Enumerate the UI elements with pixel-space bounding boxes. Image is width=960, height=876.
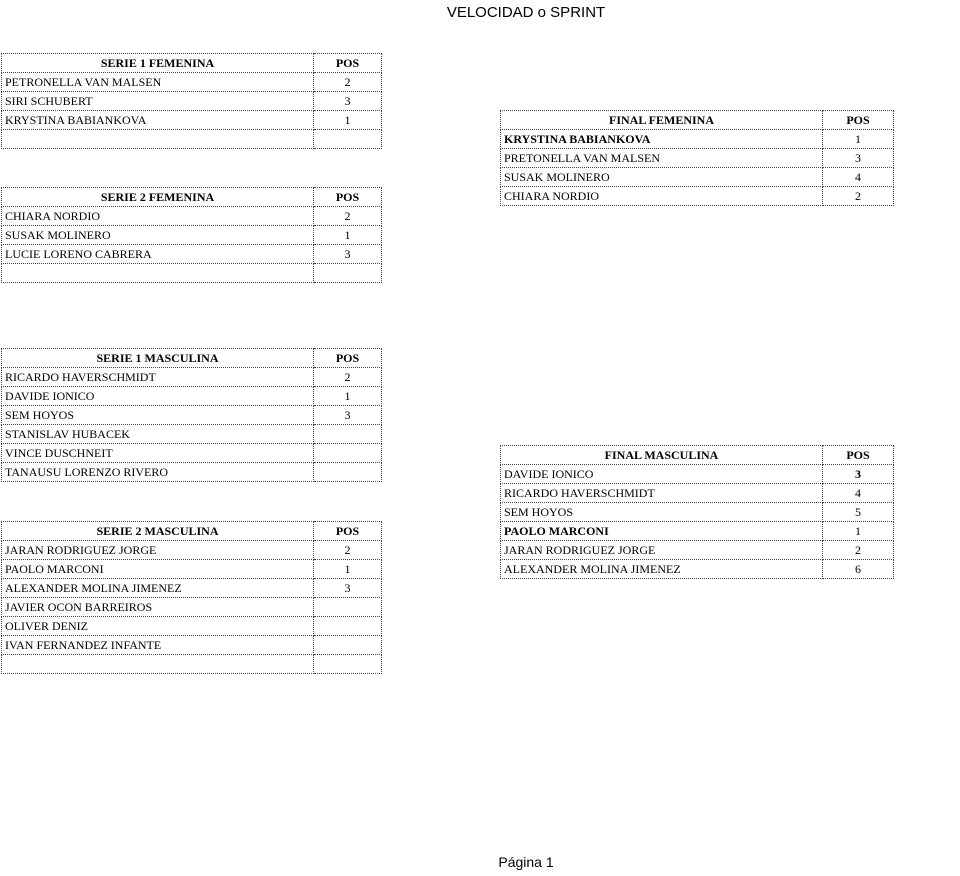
athlete-name: PAOLO MARCONI [2,560,314,579]
athlete-pos: 2 [823,541,894,560]
table-header-pos: POS [314,188,382,207]
athlete-pos: 6 [823,560,894,579]
table-row [501,130,894,149]
table-row [501,484,894,503]
athlete-pos: 2 [314,541,382,560]
athlete-pos: 3 [314,406,382,425]
table-row [501,149,894,168]
table-row [501,187,894,206]
table-header-row [2,188,382,207]
athlete-pos: 3 [823,465,894,484]
table-row [2,636,382,655]
athlete-name: VINCE DUSCHNEIT [2,444,314,463]
table-row [501,168,894,187]
athlete-pos: 4 [823,484,894,503]
table-row [501,560,894,579]
table-header-pos: POS [823,446,894,465]
athlete-name: ALEXANDER MOLINA JIMENEZ [2,579,314,598]
athlete-name: ALEXANDER MOLINA JIMENEZ [501,560,823,579]
table-row [501,503,894,522]
table-row [501,541,894,560]
athlete-name: TANAUSU LORENZO RIVERO [2,463,314,482]
page-title: VELOCIDAD o SPRINT [446,4,606,21]
table-row [2,226,382,245]
table-row [2,245,382,264]
athlete-name: RICARDO HAVERSCHMIDT [501,484,823,503]
athlete-name: KRYSTINA BABIANKOVA [501,130,823,149]
athlete-pos: 1 [823,130,894,149]
athlete-name: LUCIE LORENO CABRERA [2,245,314,264]
table-row [2,73,382,92]
athlete-name: STANISLAV HUBACEK [2,425,314,444]
table-header-row [2,349,382,368]
athlete-name: KRYSTINA BABIANKOVA [2,111,314,130]
athlete-name: SUSAK MOLINERO [2,226,314,245]
table-row [2,368,382,387]
athlete-pos: 5 [823,503,894,522]
table-header-pos: POS [314,349,382,368]
serie-2-masculina-table [1,521,382,674]
table-row [2,617,382,636]
athlete-name: PAOLO MARCONI [501,522,823,541]
table-row [2,406,382,425]
athlete-name [2,655,314,674]
table-row [2,111,382,130]
athlete-name: JARAN RODRIGUEZ JORGE [2,541,314,560]
athlete-pos: 1 [314,226,382,245]
table-row [2,92,382,111]
athlete-pos: 1 [314,111,382,130]
athlete-pos [314,598,382,617]
final-masculina-table [500,445,894,579]
athlete-name: SIRI SCHUBERT [2,92,314,111]
table-row [501,522,894,541]
serie-2-femenina-table [1,187,382,283]
table-header-pos: POS [314,54,382,73]
table-row [2,264,382,283]
athlete-pos [314,655,382,674]
table-header-name: SERIE 2 MASCULINA [2,522,314,541]
table-header-name: SERIE 2 FEMENINA [2,188,314,207]
page-number: Página 1 [498,854,554,870]
table-header-pos: POS [823,111,894,130]
athlete-name [2,264,314,283]
final-femenina-table [500,110,894,206]
table-row [2,598,382,617]
table-row [2,425,382,444]
athlete-name: JAVIER OCON BARREIROS [2,598,314,617]
serie-1-masculina-table [1,348,382,482]
athlete-pos [314,444,382,463]
table-row [2,463,382,482]
athlete-pos: 1 [314,560,382,579]
athlete-pos: 3 [314,245,382,264]
athlete-pos [314,264,382,283]
athlete-pos: 3 [314,92,382,111]
table-header-name: SERIE 1 MASCULINA [2,349,314,368]
athlete-pos: 3 [314,579,382,598]
table-row [2,130,382,149]
table-row [2,387,382,406]
athlete-name: SUSAK MOLINERO [501,168,823,187]
athlete-pos [314,636,382,655]
table-header-name: FINAL MASCULINA [501,446,823,465]
athlete-pos [314,425,382,444]
athlete-pos [314,130,382,149]
athlete-pos: 1 [823,522,894,541]
athlete-name: DAVIDE IONICO [501,465,823,484]
athlete-pos: 1 [314,387,382,406]
table-header-name: FINAL FEMENINA [501,111,823,130]
athlete-pos: 2 [314,73,382,92]
athlete-name [2,130,314,149]
athlete-pos: 2 [314,368,382,387]
table-row [2,444,382,463]
table-header-row [2,522,382,541]
athlete-pos [314,463,382,482]
athlete-pos: 4 [823,168,894,187]
athlete-name: PETRONELLA VAN MALSEN [2,73,314,92]
athlete-name: OLIVER DENIZ [2,617,314,636]
table-header-row [2,54,382,73]
athlete-name: CHIARA NORDIO [501,187,823,206]
serie-1-femenina-table [1,53,382,149]
table-row [2,655,382,674]
table-header-row [501,111,894,130]
table-row [2,579,382,598]
table-row [2,207,382,226]
athlete-name: SEM HOYOS [2,406,314,425]
athlete-name: CHIARA NORDIO [2,207,314,226]
table-row [2,541,382,560]
athlete-pos: 2 [314,207,382,226]
athlete-name: RICARDO HAVERSCHMIDT [2,368,314,387]
athlete-name: PRETONELLA VAN MALSEN [501,149,823,168]
table-header-pos: POS [314,522,382,541]
table-header-row [501,446,894,465]
table-header-name: SERIE 1 FEMENINA [2,54,314,73]
table-row [501,465,894,484]
table-row [2,560,382,579]
athlete-pos [314,617,382,636]
athlete-name: DAVIDE IONICO [2,387,314,406]
athlete-pos: 2 [823,187,894,206]
athlete-name: JARAN RODRIGUEZ JORGE [501,541,823,560]
athlete-name: SEM HOYOS [501,503,823,522]
athlete-name: IVAN FERNANDEZ INFANTE [2,636,314,655]
athlete-pos: 3 [823,149,894,168]
